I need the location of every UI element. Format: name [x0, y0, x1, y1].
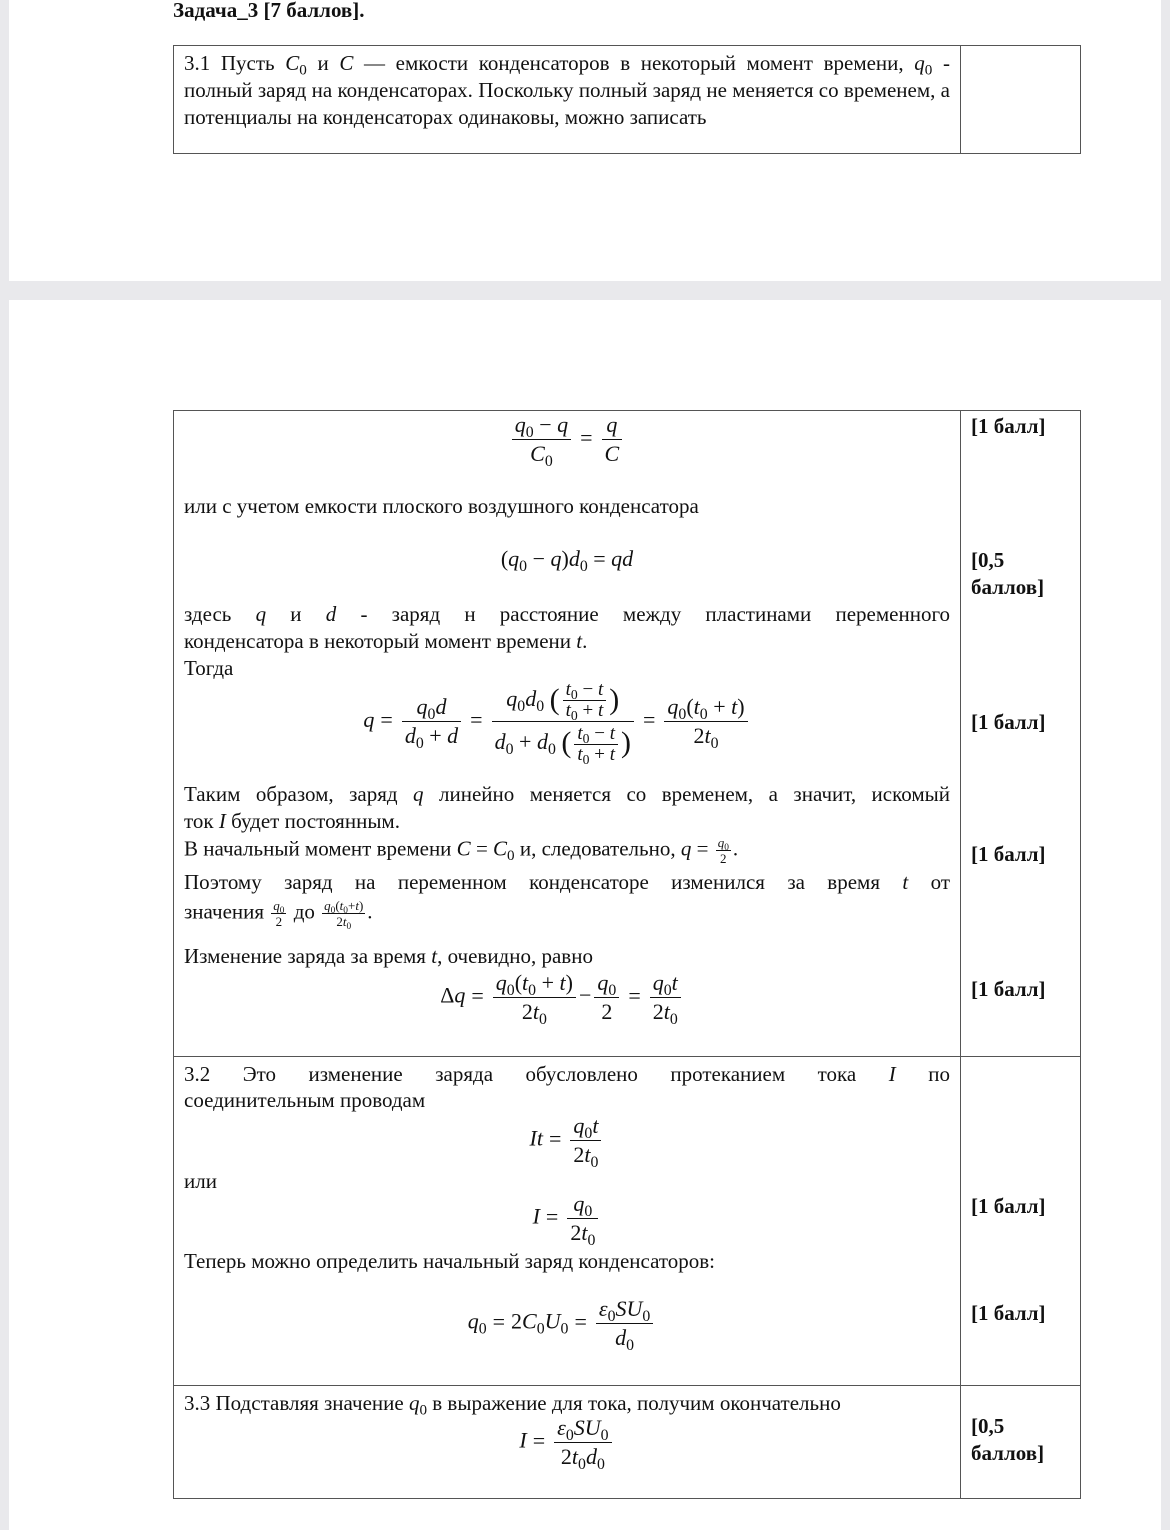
- text-value-range: значения $\frac{q_0}{2}$ до $\frac{q_0(t_0+t)}{2t_0}$ .: [184, 898, 373, 932]
- equation-distance: $(q_0 - q)d_0$ = qd: [500, 546, 634, 575]
- text-therefore: Поэтому заряд на переменном конденсаторе изменился за время t от: [184, 870, 950, 894]
- text-air-capacitor: или с учетом емкости плоского воздушного конденсатора: [184, 494, 699, 518]
- intro-points-cell: [961, 46, 1081, 154]
- section31-content: [174, 411, 961, 1057]
- points-8b: баллов]: [971, 1441, 1045, 1465]
- text-or: или: [184, 1169, 217, 1193]
- task-heading: Задача_3 [7 баллов].: [173, 0, 365, 22]
- section31-points: [961, 411, 1081, 1057]
- text-now-initial-charge: Теперь можно определить начальный заряд конденсаторов:: [184, 1249, 716, 1273]
- equation-It: It = $\frac{q_0t}{2t_0}$: [174, 1112, 960, 1169]
- points-4: [1 балл]: [971, 842, 1046, 866]
- equation-delta-q: Δq = $\frac{q_0(t_0 + t)}{2t_0}$ − $\frac{q_0}{2}$ = $\frac{q_0t}{2t_0}$: [164, 969, 960, 1026]
- intro-text-cell: [174, 46, 961, 154]
- text-change-of-charge: Изменение заряда за время t, очевидно, равно: [184, 944, 593, 968]
- section33-points: [961, 1386, 1081, 1499]
- equation-I: I = $\frac{q_0}{2t_0}$: [174, 1190, 960, 1247]
- text-capacitor-moment: конденсатора в некоторый момент времени t.: [184, 629, 588, 653]
- equation-charge-balance: $\frac{q_0 - q}{C_0}$ = $\frac{q}{C}$: [174, 411, 960, 468]
- text-linear-change: Таким образом, заряд q линейно меняется со временем, а значит, искомый: [184, 782, 950, 806]
- text-substitute: 3.3 Подставляя значение $q_0$ в выражение для тока, получим окончательно: [184, 1391, 841, 1419]
- points-2a: [0,5: [971, 548, 1005, 572]
- page-2: [9, 300, 1161, 1530]
- points-2b: баллов]: [971, 575, 1045, 599]
- equation-q0: $q_0 = 2C_0U_0$ = $\frac{\varepsilon_0SU_0}{d_0}$: [164, 1295, 960, 1352]
- points-3: [1 балл]: [971, 710, 1046, 734]
- section32-content: [174, 1057, 961, 1386]
- points-8a: [0,5: [971, 1414, 1005, 1438]
- text-current-const: ток I будет постоянным.: [184, 809, 400, 833]
- text-this-change: 3.2 Это изменение заряда обусловлено протеканием тока I по: [184, 1062, 951, 1086]
- points-6: [1 балл]: [971, 1194, 1046, 1218]
- equation-final-current: I = $\frac{\varepsilon_0SU_0}{2t_0d_0}$: [174, 1414, 960, 1471]
- text-initial-moment: В начальный момент времени $C = C_0$ и, следовательно, q = $\frac{q_0}{2}$ .: [184, 835, 739, 866]
- points-1: [1 балл]: [971, 414, 1046, 438]
- points-7: [1 балл]: [971, 1301, 1046, 1325]
- text-wires: соединительным проводам: [184, 1088, 426, 1112]
- part31-intro: 3.1 Пусть $C_0$ и C — емкости конденсаторов в некоторый момент времени, $q_0$ - полный заряд на конденсаторах. Поскольку полный заряд не меняется со временем, а потенциалы на конденсаторах одинаковы, можно записать: [184, 51, 950, 129]
- points-5: [1 балл]: [971, 977, 1046, 1001]
- section33-content: [174, 1386, 961, 1499]
- intro-table: [173, 45, 1081, 154]
- solution-table: [173, 410, 1081, 1499]
- equation-charge-q: q = $\frac{q_0d}{d_0 + d}$ = $q_0d_0$ ( $\frac{t_0 - t}{t_0 + t}$ ) $d_0 + d_0$ ( $\frac{t_0 - t}{t_0 + t}$ ) = $\frac{q_0(t_0 + t)}{2t_0}$: [154, 679, 960, 765]
- text-then: Тогда: [184, 656, 234, 680]
- section32-points: [961, 1057, 1081, 1386]
- page-1: [9, 0, 1161, 281]
- text-here-definitions: здесь q и d - заряд н расстояние между пластинами переменного: [184, 602, 951, 626]
